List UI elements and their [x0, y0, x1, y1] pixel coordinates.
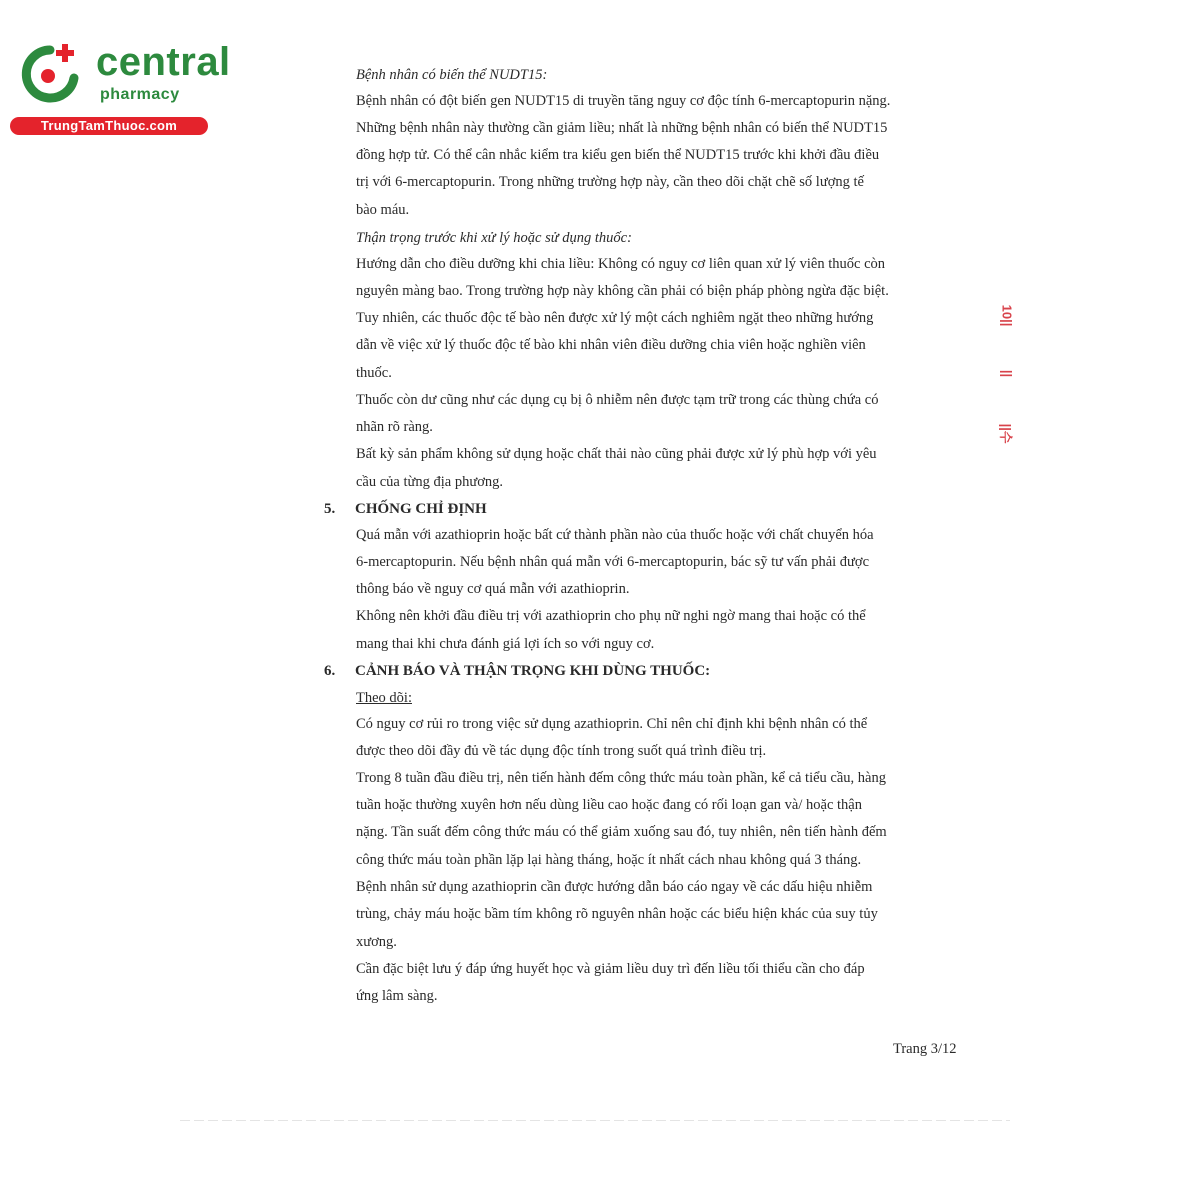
text-line: trùng, chảy máu hoặc bầm tím không rõ nguyên nhân hoặc các biểu hiện khác của suy tủy	[356, 906, 878, 922]
subheading-nudt15: Bệnh nhân có biến thể NUDT15:	[356, 67, 548, 83]
subheading-monitoring: Theo dõi:	[356, 690, 412, 706]
scan-artifact-line	[180, 1120, 1010, 1121]
text-line: Bệnh nhân có đột biến gen NUDT15 di truyền tăng nguy cơ độc tính 6-mercaptopurin nặng.	[356, 93, 891, 109]
text-line: mang thai khi chưa đánh giá lợi ích so với nguy cơ.	[356, 636, 655, 652]
text-line: công thức máu toàn phần lặp lại hàng tháng, hoặc ít nhất cách nhau không quá 3 tháng.	[356, 852, 862, 868]
text-line: Quá mẫn với azathioprin hoặc bất cứ thành phần nào của thuốc hoặc với chất chuyển hóa	[356, 527, 874, 543]
text-line: thông báo về nguy cơ quá mẫn với azathioprin.	[356, 581, 630, 597]
page-number: Trang 3/12	[893, 1041, 957, 1057]
text-line: Tuy nhiên, các thuốc độc tế bào nên được xử lý một cách nghiêm ngặt theo những hướng	[356, 310, 874, 326]
text-line: Có nguy cơ rủi ro trong việc sử dụng azathioprin. Chỉ nên chỉ định khi bệnh nhân có thể	[356, 716, 868, 732]
logo-url-badge: TrungTamThuoc.com	[10, 117, 208, 135]
logo-name: central	[96, 40, 231, 84]
text-line: Không nên khởi đầu điều trị với azathioprin cho phụ nữ nghi ngờ mang thai hoặc có thể	[356, 608, 866, 624]
text-line: Bất kỳ sản phẩm không sử dụng hoặc chất thải nào cũng phải được xử lý phù hợp với yêu	[356, 446, 877, 462]
text-line: nặng. Tần suất đếm công thức máu có thể giảm xuống sau đó, tuy nhiên, nên tiến hành đếm	[356, 824, 887, 840]
text-line: xương.	[356, 934, 397, 950]
text-line: nguyên màng bao. Trong trường hợp này không cần phải có biện pháp phòng ngừa đặc biệt.	[356, 283, 889, 299]
text-line: được theo dõi đầy đủ về tác dụng độc tính trong suốt quá trình điều trị.	[356, 743, 767, 759]
section-number: 6.	[324, 663, 336, 679]
text-line: Bệnh nhân sử dụng azathioprin cần được hướng dẫn báo cáo ngay về các dấu hiệu nhiễm	[356, 879, 873, 895]
text-line: 6-mercaptopurin. Nếu bệnh nhân quá mẫn với 6-mercaptopurin, bác sỹ tư vấn phải được	[356, 554, 870, 570]
stamp-mark: 10||	[999, 304, 1015, 327]
text-line: nhãn rõ ràng.	[356, 419, 433, 435]
stamp-mark: ||수	[998, 423, 1014, 444]
logo-subtitle: pharmacy	[100, 86, 180, 103]
section-number: 5.	[324, 501, 336, 517]
text-line: bào máu.	[356, 202, 410, 218]
text-line: Hướng dẫn cho điều dưỡng khi chia liều: Không có nguy cơ liên quan xử lý viên thuốc còn	[356, 256, 886, 272]
section-heading-contraindications	[324, 500, 487, 518]
text-line: trị với 6-mercaptopurin. Trong những trường hợp này, cần theo dõi chặt chẽ số lượng tế	[356, 174, 864, 190]
text-line: Trong 8 tuần đầu điều trị, nên tiến hành đếm công thức máu toàn phần, kể cả tiểu cầu, hàng	[356, 770, 886, 786]
text-line: ứng lâm sàng.	[356, 988, 438, 1004]
text-line: dẫn về việc xử lý thuốc độc tế bào khi nhân viên điều dưỡng chia viên hoặc nghiền viên	[356, 337, 866, 353]
text-line: đồng hợp tử. Có thể cân nhắc kiểm tra kiểu gen biến thể NUDT15 trước khi khởi đầu điều	[356, 147, 880, 163]
stamp-mark: ||	[999, 369, 1015, 378]
section-heading-warnings	[324, 662, 710, 680]
text-line: tuần hoặc thường xuyên hơn nếu dùng liều cao hoặc đang có rối loạn gan và/ hoặc thận	[356, 797, 862, 813]
text-line: Cần đặc biệt lưu ý đáp ứng huyết học và giảm liều duy trì đến liều tối thiểu cần cho đáp	[356, 961, 865, 977]
section-title: CẢNH BÁO VÀ THẬN TRỌNG KHI DÙNG THUỐC:	[355, 663, 711, 679]
text-line: cầu của từng địa phương.	[356, 474, 503, 490]
text-line: thuốc.	[356, 365, 392, 381]
text-line: Những bệnh nhân này thường cần giảm liều; nhất là những bệnh nhân có biến thể NUDT15	[356, 120, 888, 136]
text-line: Thuốc còn dư cũng như các dụng cụ bị ô nhiễm nên được tạm trữ trong các thùng chứa có	[356, 392, 879, 408]
section-title: CHỐNG CHỈ ĐỊNH	[355, 501, 487, 517]
subheading-handling: Thận trọng trước khi xử lý hoặc sử dụng thuốc:	[356, 230, 632, 246]
